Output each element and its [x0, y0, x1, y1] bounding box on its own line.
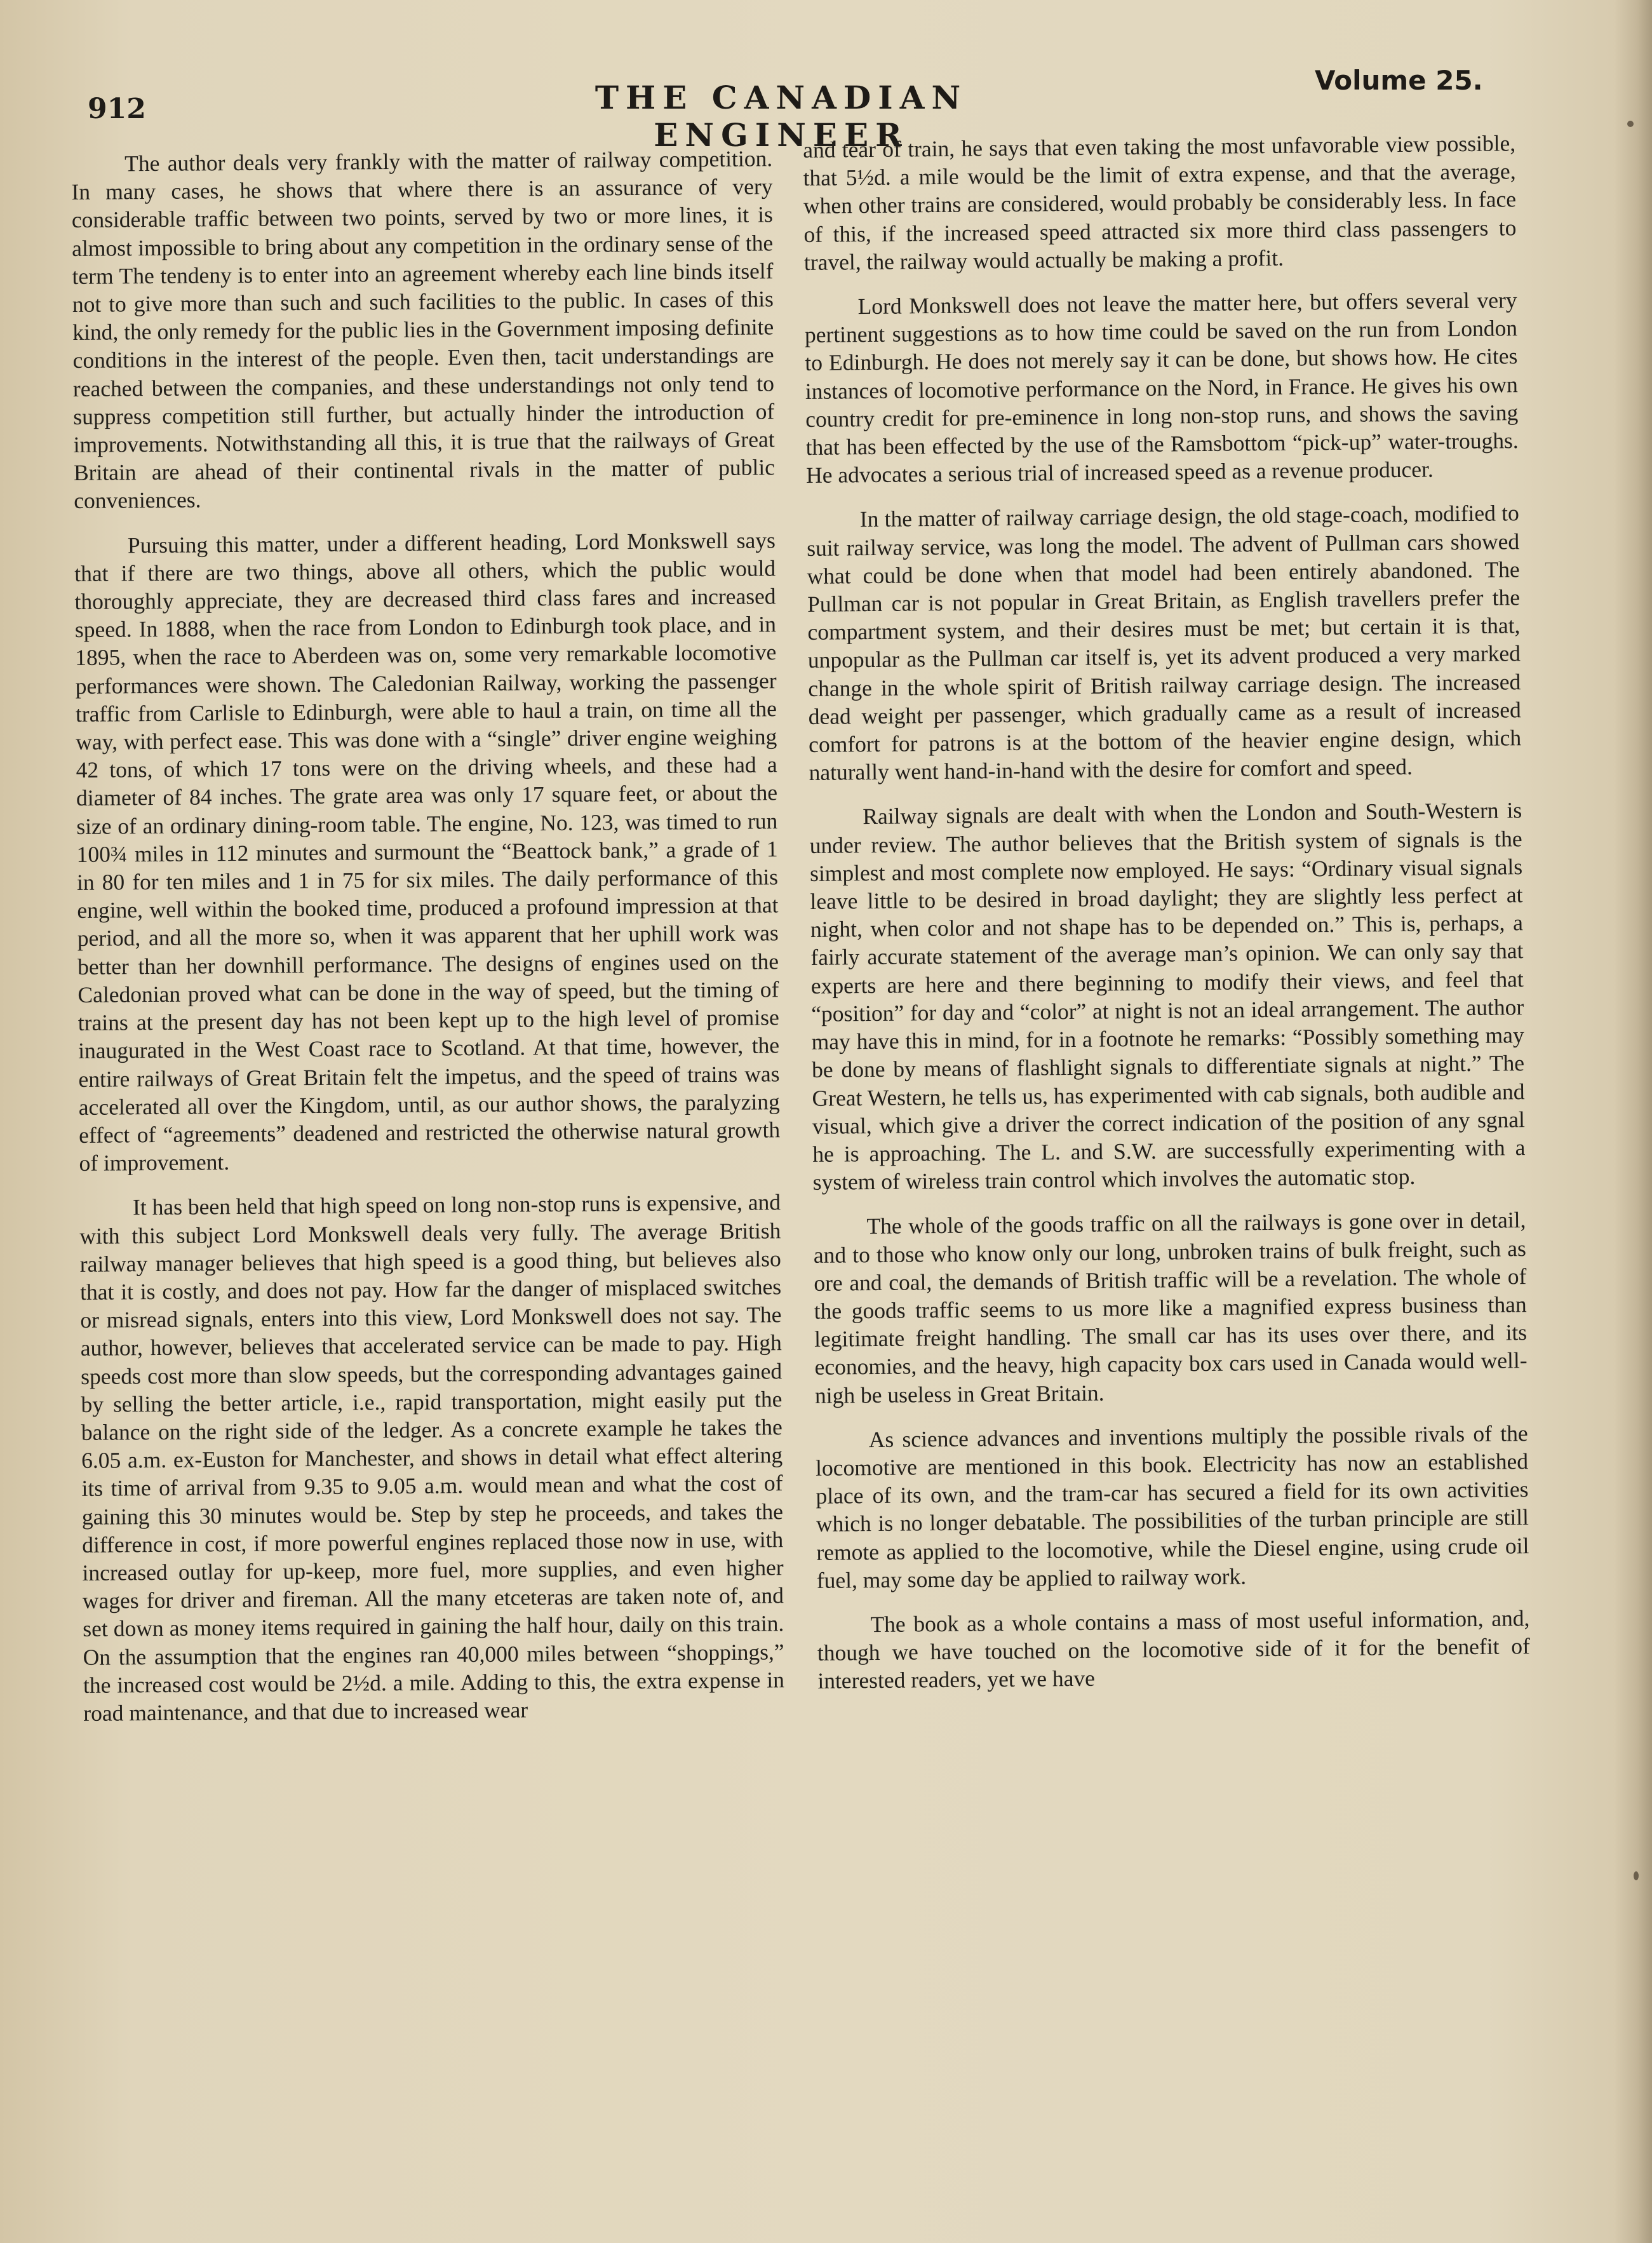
right-column	[803, 129, 1531, 1711]
paragraph: and tear of train, he says that even taking the most unfavorable view possible, that 5½d. a mile would be the limit of extra expense, and that the average, when other trains are considered, would probably be considerably less. In face of this, if the increased speed attracted six more third class passengers to travel, the railway would actually be making a profit.	[803, 130, 1517, 275]
paragraph: The book as a whole contains a mass of most useful information, and, though we have touched on the locomotive side of it for the benefit of interested readers, yet we have	[817, 1605, 1531, 1694]
paragraph: In the matter of railway carriage design, the old stage-coach, modified to suit railway service, was long the model. The advent of Pullman cars showed what could be done when that model had been entirely abandoned. The Pullman car is not popular in Great Britain, as English travellers prefer the compartment system, and their desires must be met; but certain it is that, unpopular as the Pullman car itself is, yet its advent produced a very marked change in the whole spirit of British railway carriage design. The increased dead weight per passenger, which gradually came as a result of increased comfort for patrons is at the bottom of the heavier engine design, which naturally went hand-in-hand with the desire for comfort and speed.	[807, 500, 1522, 786]
running-header	[0, 0, 1652, 154]
scan-speck	[1627, 121, 1634, 127]
paragraph: The whole of the goods traffic on all the railways is gone over in detail, and to those who know only our long, unbroken trains of bulk freight, such as ore and coal, the demands of British traffic will be a revelation. The whole of the goods traffic seems to us more like a magnified express business than legitimate freight handling. The small car has its uses over there, and its economies, and the heavy, high capacity box cars used in Canada would well-nigh be useless in Great Britain.	[813, 1207, 1528, 1408]
volume-label: Volume 25.	[1315, 65, 1483, 96]
scan-speck	[1634, 1871, 1639, 1880]
paragraph: It has been held that high speed on long non-stop runs is expensive, and with this subject Lord Monkswell deals very fully. The average British railway manager believes that high speed is a good thing, but believes also that it is costly, and does not pay. How far the danger of misplaced switches or misread signals, enters into this view, Lord Monkswell does not say. The author, however, believes that accelerated service can be made to pay. High speeds cost more than slow speeds, but the corresponding advantages gained by selling the better article, i.e., rapid transportation, might easily put the balance on the right side of the ledger. As a concrete example he takes the 6.05 a.m. ex-Euston for Manchester, and shows in detail what effect altering its time of arrival from 9.35 to 9.05 a.m. would mean and what the cost of gaining this 30 minutes would be. Step by step he proceeds, and takes the difference in cost, if more powerful engines replaced those now in use, with increased outlay for up-keep, more fuel, more supplies, and even higher wages for driver and fireman. All the many etceteras are taken note of, and set down as money items required in gaining the half hour, daily on this train. On the assumption that the engines ran 40,000 miles between “shoppings,” the increased cost would be 2½d. a mile. Adding to this, the extra expense in road maintenance, and that due to increased wear	[79, 1189, 785, 1726]
left-column	[71, 144, 785, 1744]
journal-title: THE CANADIAN ENGINEER	[594, 79, 968, 154]
page-number: 912	[88, 93, 146, 125]
paragraph: Lord Monkswell does not leave the matter here, but offers several very pertinent suggestions as to how time could be saved on the run from London to Edinburgh. He does not merely say it can be done, but shows how. He cites instances of locomotive performance on the Nord, in France. He gives his own country credit for pre-eminence in long non-stop runs, and shows the saving that has been effected by the use of the Ramsbottom “pick-up” water-troughs. He advocates a serious trial of increased speed as a revenue producer.	[804, 287, 1519, 488]
paragraph: The author deals very frankly with the matter of railway competition. In many cases, he shows that where there is an assurance of very considerable traffic between two points, served by two or more lines, it is almost impossible to bring about any competition in the ordinary sense of the term The tendeny is to enter into an agreement whereby each line binds itself not to give more than such and such facilities to the public. In cases of this kind, the only remedy for the public lies in the Government imposing definite conditions in the interest of the people. Even then, tacit understandings are reached between the companies, and these understandings not only tend to suppress competition still further, but actually hinder the introduction of improvements. Notwithstanding all this, it is true that the railways of Great Britain are ahead of their continental rivals in the matter of public conveniences.	[71, 145, 776, 514]
paragraph: Railway signals are dealt with when the London and South-Western is under review. The author believes that the British system of signals is the simplest and most complete now employed. He says: “Ordinary visual signals leave little to be desired in broad daylight; they are slightly less perfect at night, when color and not shape has to be depended on.” This is, perhaps, a fairly accurate statement of the average man’s opinion. We can only say that experts are here and there beginning to modify their views, and feel that “position” for day and “color” at night is not an ideal arrangement. The author may have this in mind, for in a footnote he remarks: “Possibly something may be done by means of flashlight signals to differentiate signals at night.” The Great Western, he tells us, has experimented with cab signals, both audible and visual, which give a driver the correct indication of the position of any sgnal he is approaching. The L. and S.W. are successfully experimenting with a system of wireless train control which involves the automatic stop.	[809, 797, 1526, 1196]
paragraph: As science advances and inventions multiply the possible rivals of the locomotive are mentioned in this book. Electricity has now an established place of its own, and the tram-car has secured a field for its own activities which is no longer debatable. The possibilities of the turban principle are still remote as applied to the locomotive, while the Diesel engine, using crude oil fuel, may some day be applied to railway work.	[815, 1420, 1529, 1593]
page-binding-shadow	[1614, 0, 1652, 2243]
paragraph: Pursuing this matter, under a different heading, Lord Monkswell says that if there are two things, above all others, which the public would thoroughly appreciate, they are decreased third class fares and increased speed. In 1888, when the race from London to Edinburgh took place, and in 1895, when the race to Aberdeen was on, some very remarkable locomotive performances were shown. The Caledonian Railway, working the passenger traffic from Carlisle to Edinburgh, were able to haul a train, on time all the way, with perfect ease. This was done with a “single” driver engine weighing 42 tons, of which 17 tons were on the driving wheels, and these had a diameter of 84 inches. The grate area was only 17 square feet, or about the size of an ordinary dining-room table. The engine, No. 123, was timed to run 100¾ miles in 112 minutes and surmount the “Beattock bank,” a grade of 1 in 80 for ten miles and 1 in 75 for six miles. The daily performance of this engine, well within the booked time, produced a profound impression at that period, and all the more so, when it was apparent that her uphill work was better than her downhill performance. The designs of engines used on the Caledonian proved what can be done in the way of speed, but the timing of trains at the present day has not been kept up to the high level of promise inaugurated in the West Coast race to Scotland. At that time, however, the entire railways of Great Britain felt the impetus, and the speed of trains was accelerated all over the Kingdom, until, as our author shows, the paralyzing effect of “agreements” deadened and restricted the otherwise natural growth of improvement.	[74, 527, 781, 1176]
